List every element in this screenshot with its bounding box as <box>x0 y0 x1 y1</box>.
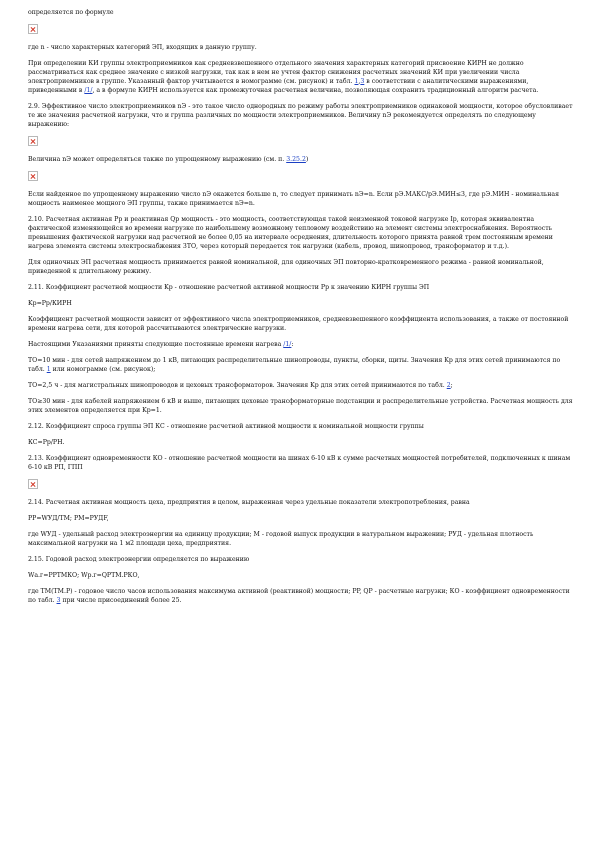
text: Настоящими Указаниями приняты следующие постоянные времени нагрева <box>28 341 282 348</box>
paragraph <box>28 59 576 95</box>
paragraph: 2.12. Коэффициент спроса группы ЭП КС - отношение расчетной активной мощности к номинальной мощности группы <box>28 423 424 430</box>
text: ТО=2,5 ч - для магистральных шинопроводов и цеховых трансформаторов. Значения Kp для этих сетей принимаются по табл. <box>28 382 445 389</box>
paragraph: 2.14. Расчетная активная мощность цеха, предприятия в целом, выраженная через удельные показатели электропотребления, равна <box>28 499 470 506</box>
text: где ТМ(ТМ.Р) - годовое число часов использования максимума активной (реактивной) мощности; PP, QP - расчетные нагрузки; КО - коэффициент одновременности по табл. <box>28 588 570 604</box>
section-link[interactable]: 3.25.2 <box>286 156 306 163</box>
paragraph: Коэффициент расчетной мощности зависит от эффективного числа электроприемников, средневзвешенного коэффициента использования, а также от постоянной времени нагрева сети, для которой рассчитываются электрические нагрузки. <box>28 316 569 332</box>
paragraph <box>28 381 576 390</box>
paragraph: PP=WУД/ТМ; PМ=PУДF, <box>28 515 109 522</box>
paragraph <box>28 155 576 164</box>
text: при числе присоединений более 25. <box>62 597 182 604</box>
text: , а в формуле КИРН используется как промежуточная расчетная величина, позволяющая сохранить традиционный алгоритм расчета. <box>92 87 539 94</box>
text: или номограмме (см. рисунок); <box>52 366 156 373</box>
paragraph: 2.11. Коэффициент расчетной мощности Kp - отношение расчетной активной мощности Pp к значению КИРН группы ЭП <box>28 284 430 291</box>
table-link[interactable]: 1 <box>354 78 359 85</box>
paragraph <box>28 356 576 374</box>
broken-image-icon <box>28 136 38 146</box>
paragraph: 2.15. Годовой расход электроэнергии определяется по выражению <box>28 556 250 563</box>
paragraph: где n - число характерных категорий ЭП, входящих в данную группу. <box>28 44 257 51</box>
paragraph: 2.9. Эффективное число электроприемников nЭ - это такое число однородных по режиму работы электроприемников одинаковой мощности, которое обусловливает те же значения расчетной нагрузки, что и группа различных по мощности электроприемников. Величину nЭ рекомендуется определять по следующему выражению: <box>28 103 573 128</box>
text: , <box>358 78 361 85</box>
table-link[interactable]: 1 <box>46 366 51 373</box>
paragraph: Для одиночных ЭП расчетная мощность принимается равной номинальной, для одиночных ЭП повторно-кратковременного режима - равной номинальной, приведенной к длительному режиму. <box>28 259 544 275</box>
document-page <box>28 8 576 612</box>
broken-image-icon <box>28 24 38 34</box>
paragraph: определяется по формуле <box>28 9 114 16</box>
text: Величина nЭ может определяться также по упрощенному выражению (см. п. <box>28 156 285 163</box>
paragraph: где WУД - удельный расход электроэнергии на единицу продукции; М - годовой выпуск продукции в натуральном выражении; PУД - удельная плотность максимальной нагрузки на 1 м2 площади цеха, предприятия. <box>28 531 534 547</box>
paragraph <box>28 340 576 349</box>
text: в соответствии с аналитическими выражениями, приведенными в <box>28 78 529 94</box>
text: ; <box>450 382 453 389</box>
table-link[interactable]: 3 <box>56 597 61 604</box>
paragraph: 2.10. Расчетная активная Pp и реактивная Qp мощность - это мощность, соответствующая такой неизменной токовой нагрузке Ip, которая эквивалентна фактической изменяющейся во времени нагрузке по наибольшему возможному тепловому воздействию на элемент системы электроснабжения. Вероятность превышения фактической нагрузки над расчетной не более 0,05 на интервале осреднения, длительность которого принята равной трем постоянным времени нагрева элемента системы электроснабжения 3ТО, через который передается ток нагрузки (кабель, провод, шинопровод, трансформатор и т.д.). <box>28 216 553 250</box>
paragraph: Если найденное по упрощенному выражению число nЭ окажется больше n, то следует принимать nЭ=n. Если pЭ.МАКС/pЭ.МИН≤3, где pЭ.МИН - номинальная мощность наименее мощного ЭП группы, также принимается nЭ=n. <box>28 191 559 207</box>
reference-link[interactable]: /1/ <box>283 341 292 348</box>
broken-image-icon <box>28 171 38 181</box>
paragraph: Wа.г=PPТМКО; Wр.г=QPТМ.РКО, <box>28 572 140 579</box>
paragraph: 2.13. Коэффициент одновременности КО - отношение расчетной мощности на шинах 6-10 кВ к сумме расчетных мощностей потребителей, подключенных к шинам 6-10 кВ РП, ГПП <box>28 455 571 471</box>
broken-image-icon <box>28 479 38 489</box>
table-link[interactable]: 2 <box>446 382 451 389</box>
text: ТО=10 мин - для сетей напряжением до 1 кВ, питающих распределительные шинопроводы, пункты, сборки, щиты. Значения Kp для этих сетей принимаются по табл. <box>28 357 561 373</box>
paragraph: ТО≥30 мин - для кабелей напряжением 6 кВ и выше, питающих цеховые трансформаторные подстанции и распределительные устройства. Расчетная мощность для этих элементов определяется при Kp=1. <box>28 398 573 414</box>
text: ) <box>305 156 309 163</box>
paragraph <box>28 587 576 605</box>
paragraph: КС=Pp/PН. <box>28 439 65 446</box>
paragraph: Kp=Pp/КИРН <box>28 300 72 307</box>
reference-link[interactable]: /1/ <box>84 87 93 94</box>
table-link[interactable]: 3 <box>360 78 365 85</box>
text: : <box>291 341 294 348</box>
text: При определении КИ группы электроприемников как средневзвешенного отдельного значения характерных категорий присвоение КИРН не должно рассматриваться как среднее значение с низкой нагрузки, так как в нем не учтен фактор снижения расчетных значений КИ при увеличении числа электроприемников в группе. Указанный фактор учитывается в номограмме (см. рисунок) и табл. <box>28 60 524 85</box>
